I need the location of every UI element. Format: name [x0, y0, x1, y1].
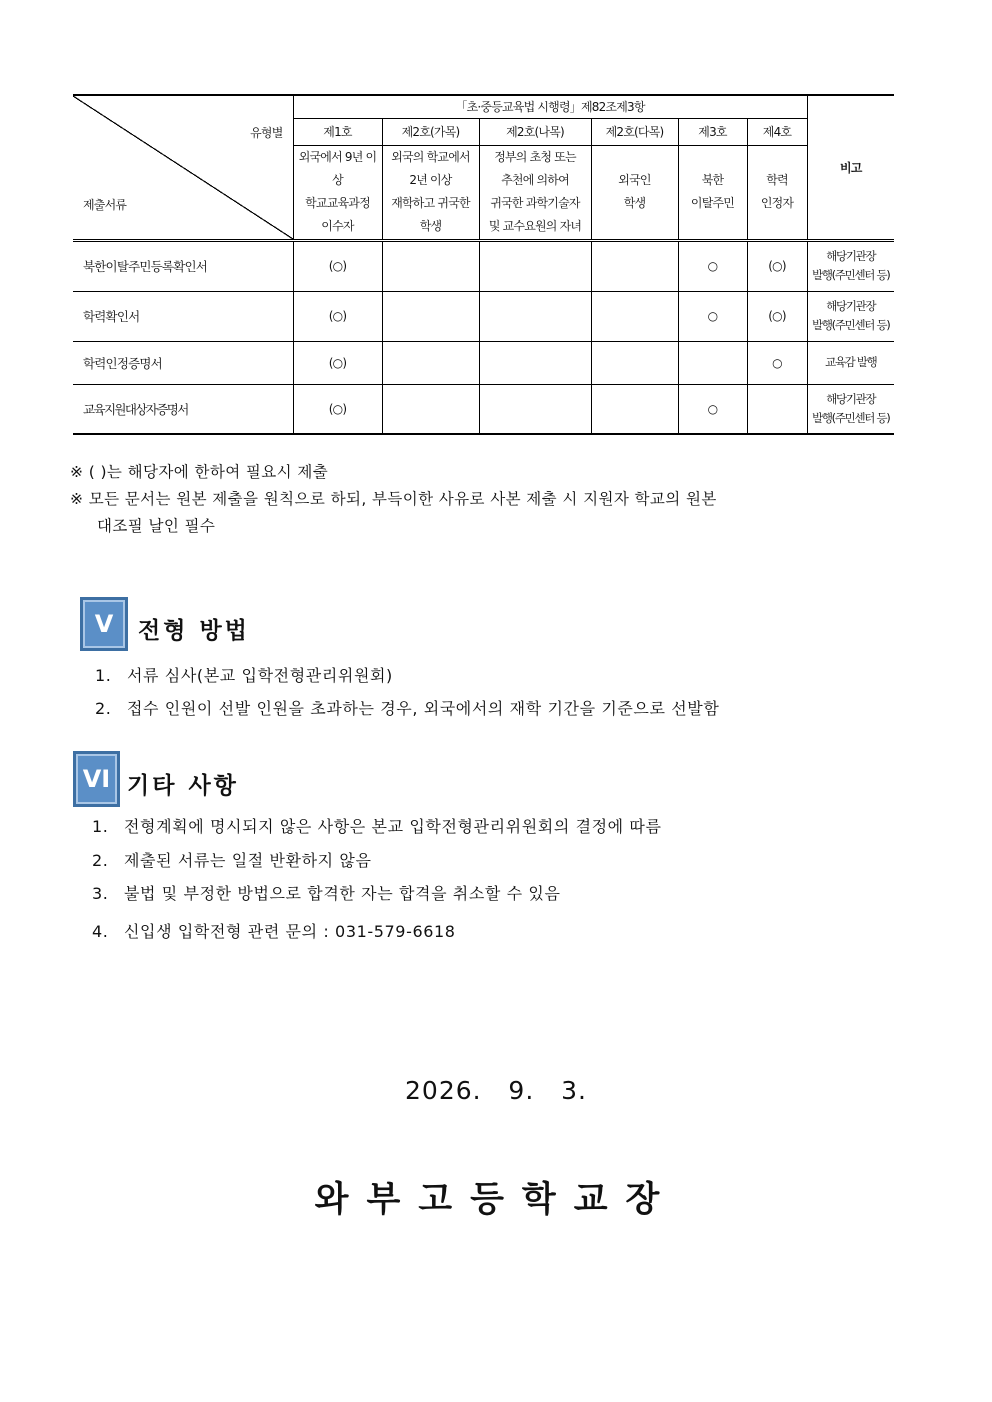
section-v-title: 전형 방법	[138, 618, 250, 644]
column-code: 제2호(가목)	[382, 118, 479, 145]
requirement-mark	[591, 341, 678, 384]
list-item: 1. 서류 심사(본교 입학전형관리위원회)	[95, 666, 393, 685]
list-item: 4. 신입생 입학전형 관련 문의 : 031-579-6618	[92, 922, 456, 941]
column-description: 정부의 초청 또는 추천에 의하여 귀국한 과학기술자 및 교수요원의 자녀	[479, 145, 591, 240]
column-code: 제4호	[747, 118, 807, 145]
requirement-mark	[382, 341, 479, 384]
list-item: 2. 접수 인원이 선발 인원을 초과하는 경우, 외국에서의 재학 기간을 기준으로 선발함	[95, 699, 720, 718]
corner-type-label: 유형별	[250, 126, 283, 140]
remark-note: 해당기관장 발행(주민센터 등)	[807, 240, 894, 291]
footnote-original-docs-cont: 대조필 날인 필수	[97, 517, 216, 535]
requirement-mark: (○)	[293, 240, 382, 291]
document-name: 학력인정증명서	[73, 341, 293, 384]
section-vi-badge: VI	[73, 751, 120, 807]
column-code: 제3호	[678, 118, 747, 145]
document-name: 학력확인서	[73, 291, 293, 341]
requirement-mark: ○	[747, 341, 807, 384]
corner-doc-label: 제출서류	[83, 197, 127, 212]
remark-note: 해당기관장 발행(주민센터 등)	[807, 291, 894, 341]
document-name: 북한이탈주민등록확인서	[73, 240, 293, 291]
remark-note: 해당기관장 발행(주민센터 등)	[807, 384, 894, 434]
remark-note: 교육감 발행	[807, 341, 894, 384]
table-row	[73, 384, 894, 434]
requirement-mark	[678, 341, 747, 384]
requirement-mark	[591, 240, 678, 291]
column-code: 제1호	[293, 118, 382, 145]
requirement-mark	[479, 291, 591, 341]
footnote-original-docs: ※ 모든 문서는 원본 제출을 원칙으로 하되, 부득이한 사유로 사본 제출 시 지원자 학교의 원본	[70, 490, 717, 508]
submission-documents-table	[73, 94, 894, 435]
requirement-mark	[479, 341, 591, 384]
list-item: 3. 불법 및 부정한 방법으로 합격한 자는 합격을 취소할 수 있음	[92, 884, 561, 903]
column-description: 외국에서 9년 이상 학교교육과정 이수자	[293, 145, 382, 240]
requirement-mark: (○)	[747, 240, 807, 291]
requirement-mark: ○	[678, 240, 747, 291]
table-row	[73, 240, 894, 291]
law-header: 「초·중등교육법 시행령」제82조제3항	[293, 95, 807, 118]
section-vi-title: 기타 사항	[127, 773, 239, 799]
column-code: 제2호(다목)	[591, 118, 678, 145]
requirement-mark: (○)	[293, 384, 382, 434]
requirement-mark	[591, 291, 678, 341]
requirement-mark: ○	[678, 291, 747, 341]
requirement-mark	[382, 384, 479, 434]
table-corner-cell	[73, 95, 293, 240]
footnote-optional: ※ ( )는 해당자에 한하여 필요시 제출	[70, 463, 329, 481]
requirement-mark	[479, 384, 591, 434]
requirement-mark: (○)	[293, 341, 382, 384]
list-item: 1. 전형계획에 명시되지 않은 사항은 본교 입학전형관리위원회의 결정에 따름	[92, 817, 662, 836]
requirement-mark: (○)	[747, 291, 807, 341]
requirement-mark	[747, 384, 807, 434]
table-row	[73, 341, 894, 384]
column-description: 외국의 학교에서 2년 이상 재학하고 귀국한 학생	[382, 145, 479, 240]
column-description: 학력 인정자	[747, 145, 807, 240]
column-description: 북한 이탈주민	[678, 145, 747, 240]
list-item: 2. 제출된 서류는 일절 반환하지 않음	[92, 851, 372, 870]
requirement-mark: (○)	[293, 291, 382, 341]
requirement-mark: ○	[678, 384, 747, 434]
section-v-badge: V	[80, 597, 128, 651]
requirement-mark	[382, 240, 479, 291]
column-description: 외국인 학생	[591, 145, 678, 240]
document-name: 교육지원대상자증명서	[73, 384, 293, 434]
column-code: 제2호(나목)	[479, 118, 591, 145]
document-date: 2026. 9. 3.	[405, 1076, 587, 1105]
table-row	[73, 291, 894, 341]
remarks-header: 비고	[807, 95, 894, 240]
requirement-mark	[591, 384, 678, 434]
requirement-mark	[382, 291, 479, 341]
requirement-mark	[479, 240, 591, 291]
school-principal-signature: 와부고등학교장	[314, 1180, 678, 1220]
